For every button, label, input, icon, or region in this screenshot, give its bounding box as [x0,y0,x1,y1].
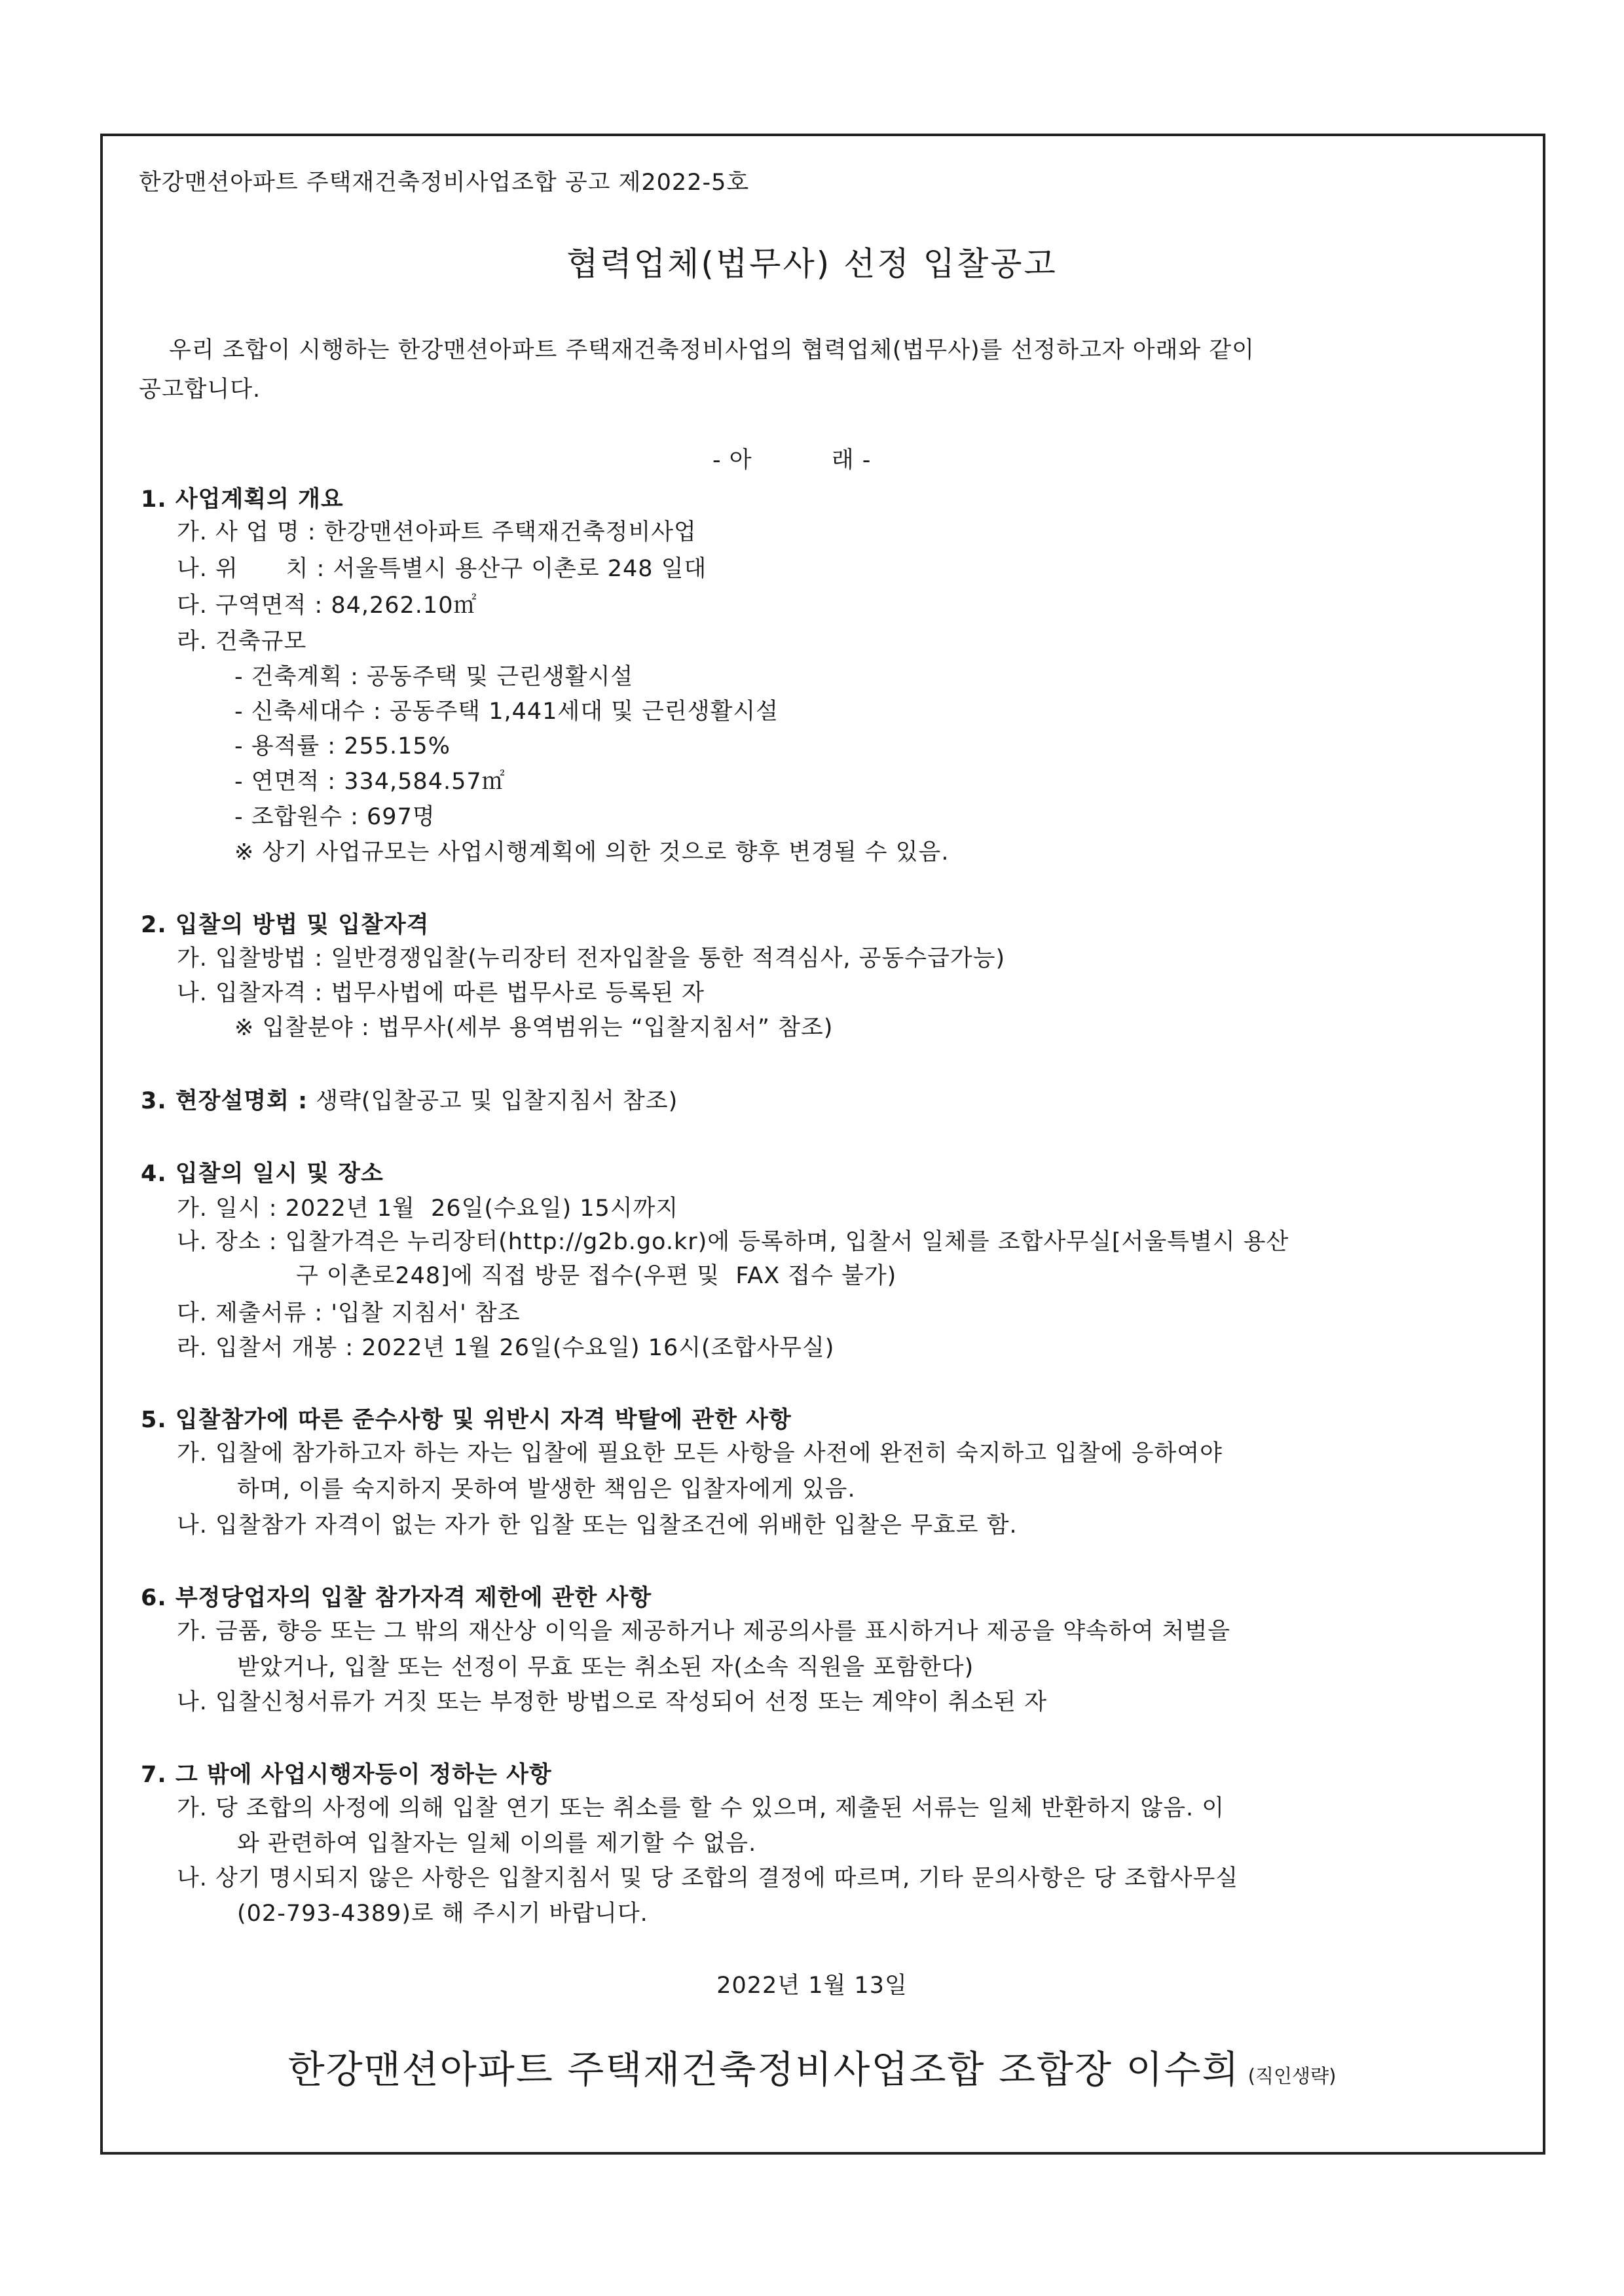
section-4-item-c: 다. 제출서류 : '입찰 지침서' 참조 [177,1300,521,1326]
section-1-subitem-2: - 신축세대수 : 공동주택 1,441세대 및 근린생활시설 [234,699,779,725]
section-1-item-a: 가. 사 업 명 : 한강맨션아파트 주택재건축정비사업 [177,519,697,545]
section-6-item-b: 나. 입찰신청서류가 거짓 또는 부정한 방법으로 작성되어 선정 또는 계약이 취소된 자 [177,1689,1048,1715]
section-6-item-a-line-2: 받았거나, 입찰 또는 선정이 무효 또는 취소된 자(소속 직원을 포함한다) [237,1654,974,1681]
section-6-heading: 6. 부정당업자의 입찰 참가자격 제한에 관한 사항 [141,1585,652,1611]
section-4-item-d: 라. 입찰서 개봉 : 2022년 1월 26일(수요일) 16시(조합사무실) [177,1335,835,1361]
section-4-item-b-line-1: 나. 장소 : 입찰가격은 누리장터(http://g2b.go.kr)에 등록하며, 입찰서 일체를 조합사무실[서울특별시 용산 [177,1229,1289,1255]
intro-line-2: 공고합니다. [139,376,261,403]
section-5-heading: 5. 입찰참가에 따른 준수사항 및 위반시 자격 박탈에 관한 사항 [141,1407,792,1433]
section-5-item-a-line-1: 가. 입찰에 참가하고자 하는 자는 입찰에 필요한 모든 사항을 사전에 완전히 숙지하고 입찰에 응하여야 [177,1440,1223,1467]
section-3-text: 생략(입찰공고 및 입찰지침서 참조) [316,1088,678,1114]
section-2-note: ※ 입찰분야 : 법무사(세부 용역범위는 “입찰지침서” 참조) [234,1015,834,1041]
section-7-item-a-line-2: 와 관련하여 입찰자는 일체 이의를 제기할 수 없음. [237,1831,757,1857]
seal-omitted-note: (직인생략) [1247,2065,1337,2087]
intro-line-1: 우리 조합이 시행하는 한강맨션아파트 주택재건축정비사업의 협력업체(법무사)를 선정하고자 아래와 같이 [169,337,1255,363]
section-7-item-b-line-1: 나. 상기 명시되지 않은 사항은 입찰지침서 및 당 조합의 결정에 따르며, 기타 문의사항은 당 조합사무실 [177,1865,1239,1891]
document-title: 협력업체(법무사) 선정 입찰공고 [566,245,1058,283]
section-1-item-b: 나. 위 치 : 서울특별시 용산구 이촌로 248 일대 [177,556,707,582]
section-5-item-a-line-2: 하며, 이를 숙지하지 못하여 발생한 책임은 입찰자에게 있음. [237,1476,856,1503]
section-3-line [141,1090,678,1113]
section-1-note: ※ 상기 사업규모는 사업시행계획에 의한 것으로 향후 변경될 수 있음. [234,839,950,866]
section-6-item-a-line-1: 가. 금품, 향응 또는 그 밖의 재산상 이익을 제공하거나 제공의사를 표시하거나 제공을 약속하여 처벌을 [177,1618,1231,1645]
section-1-subitem-5: - 조합원수 : 697명 [234,804,435,830]
section-4-item-b-line-2: 구 이촌로248]에 직접 방문 접수(우편 및 FAX 접수 불가) [296,1263,897,1289]
section-7-item-a-line-1: 가. 당 조합의 사정에 의해 입찰 연기 또는 취소를 할 수 있으며, 제출된 서류는 일체 반환하지 않음. 이 [177,1795,1225,1821]
section-1-heading: 1. 사업계획의 개요 [141,486,344,513]
section-2-item-a: 가. 입찰방법 : 일반경쟁입찰(누리장터 전자입찰을 통한 적격심사, 공동수급가능) [177,945,1006,972]
section-3-heading: 3. 현장설명회 : [141,1088,308,1114]
section-1-item-c: 다. 구역면적 : 84,262.10㎡ [177,592,477,619]
section-7-heading: 7. 그 밖에 사업시행자등이 정하는 사항 [141,1762,552,1788]
section-7-item-b-line-2: (02-793-4389)로 해 주시기 바랍니다. [237,1901,648,1927]
section-1-item-d: 라. 건축규모 [177,629,307,655]
section-4-heading: 4. 입찰의 일시 및 장소 [141,1161,384,1187]
document-date: 2022년 1월 13일 [716,1973,908,1999]
section-4-item-a: 가. 일시 : 2022년 1월 26일(수요일) 15시까지 [177,1195,679,1222]
notice-number: 한강맨션아파트 주택재건축정비사업조합 공고 제2022-5호 [139,170,750,196]
section-1-subitem-1: - 건축계획 : 공동주택 및 근린생활시설 [234,664,634,690]
section-1-subitem-4: - 연면적 : 334,584.57㎡ [234,769,506,795]
section-2-item-b: 나. 입찰자격 : 법무사법에 따른 법무사로 등록된 자 [177,980,705,1006]
section-1-subitem-3: - 용적률 : 255.15% [234,733,451,759]
section-2-heading: 2. 입찰의 방법 및 입찰자격 [141,912,430,938]
signature-name: 한강맨션아파트 주택재건축정비사업조합 조합장 이수희 [287,2047,1240,2092]
section-5-item-b: 나. 입찰참가 자격이 없는 자가 한 입찰 또는 입찰조건에 위배한 입찰은 무효로 함. [177,1512,1018,1539]
signature-line [0,2047,1624,2092]
section-divider-label: - 아 래 - [712,447,872,473]
